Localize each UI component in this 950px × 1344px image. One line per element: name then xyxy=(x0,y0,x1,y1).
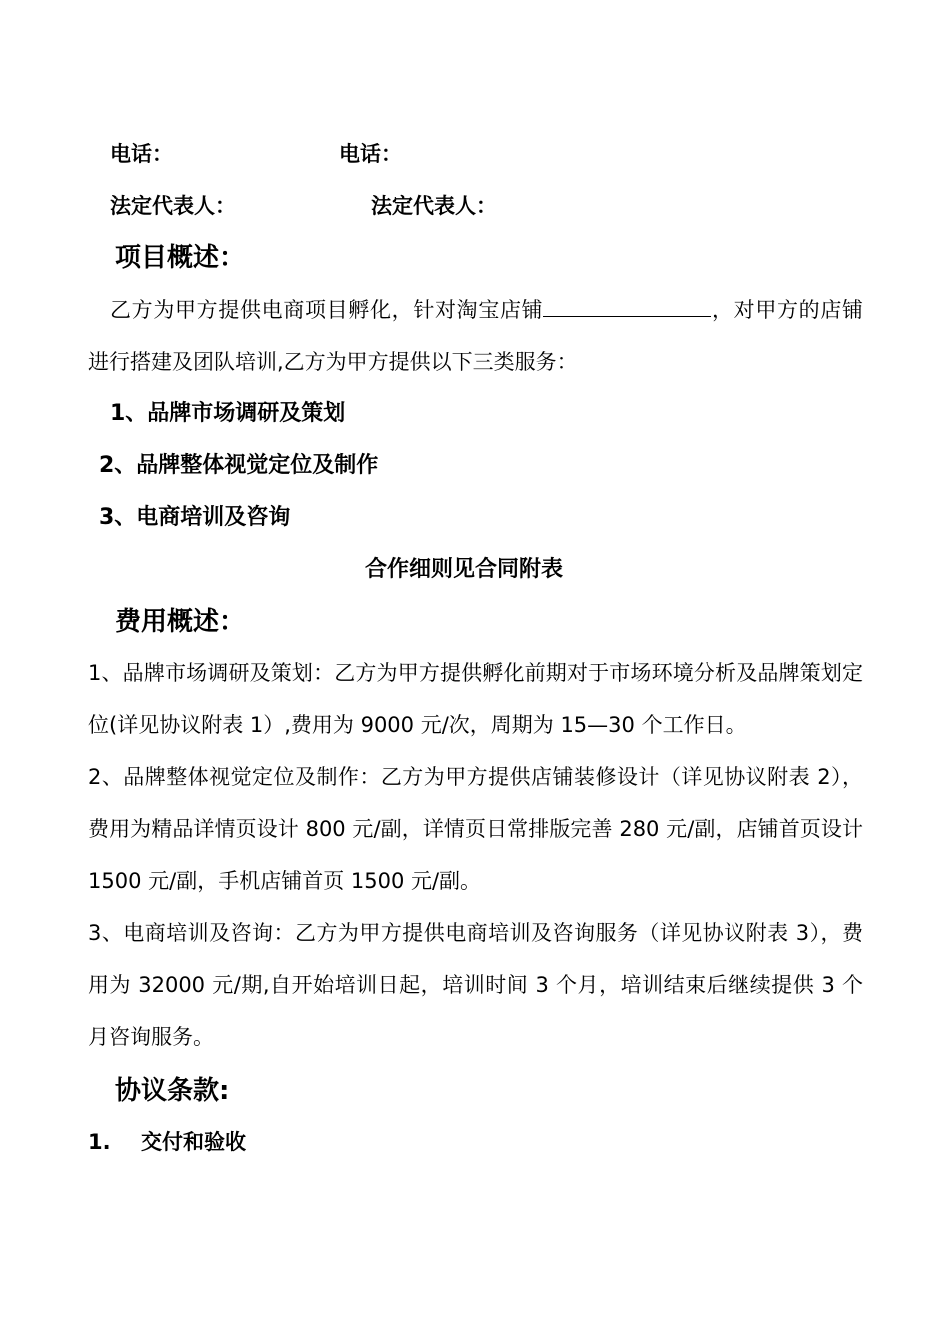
fee-item-2: 2、品牌整体视觉定位及制作：乙方为甲方提供店铺装修设计（详见协议附表 2），费用为精品详情页设计 800 元/副，详情页日常排版完善 280 元/副，店铺首页设计 1500 元/副，手机店铺首页 1500 元/副。 xyxy=(88,765,863,893)
fee-item-1: 1、品牌市场调研及策划：乙方为甲方提供孵化前期对于市场环境分析及品牌策划定位(详见协议附表 1）,费用为 9000 元/次，周期为 15—30 个工作日。 xyxy=(88,661,863,737)
service-item-2: 2、品牌整体视觉定位及制作 xyxy=(99,453,379,478)
fee-overview-heading: 费用概述： xyxy=(115,607,246,637)
party-a-phone-label: 电话： xyxy=(110,142,173,166)
fee-item-3: 3、电商培训及咨询：乙方为甲方提供电商培训及咨询服务（详见协议附表 3），费用为 32000 元/期,自开始培训日起，培训时间 3 个月，培训结束后继续提供 3 个月咨询服务。 xyxy=(88,921,863,1049)
project-overview-heading: 项目概述： xyxy=(115,243,246,273)
intro-part-1: 乙方为甲方提供电商项目孵化，针对淘宝店铺 xyxy=(110,298,544,322)
shop-name-blank xyxy=(543,298,711,317)
cooperation-details-note: 合作细则见合同附表 xyxy=(365,557,564,582)
party-b-phone-label: 电话： xyxy=(339,142,402,166)
party-b-legal-rep-label: 法定代表人： xyxy=(371,194,497,218)
intro-part-2: ，对甲方的店铺进行搭建及团队培训,乙方为甲方提供以下三类服务： xyxy=(88,298,864,374)
service-item-3: 3、电商培训及咨询 xyxy=(99,505,291,530)
clause-1-number: 1. xyxy=(88,1130,111,1154)
clause-1-title: 交付和验收 xyxy=(141,1130,246,1154)
party-a-legal-rep-label: 法定代表人： xyxy=(110,194,236,218)
project-overview-intro xyxy=(88,284,863,388)
service-item-1: 1、品牌市场调研及策划 xyxy=(110,401,346,426)
agreement-terms-heading: 协议条款: xyxy=(115,1076,230,1106)
